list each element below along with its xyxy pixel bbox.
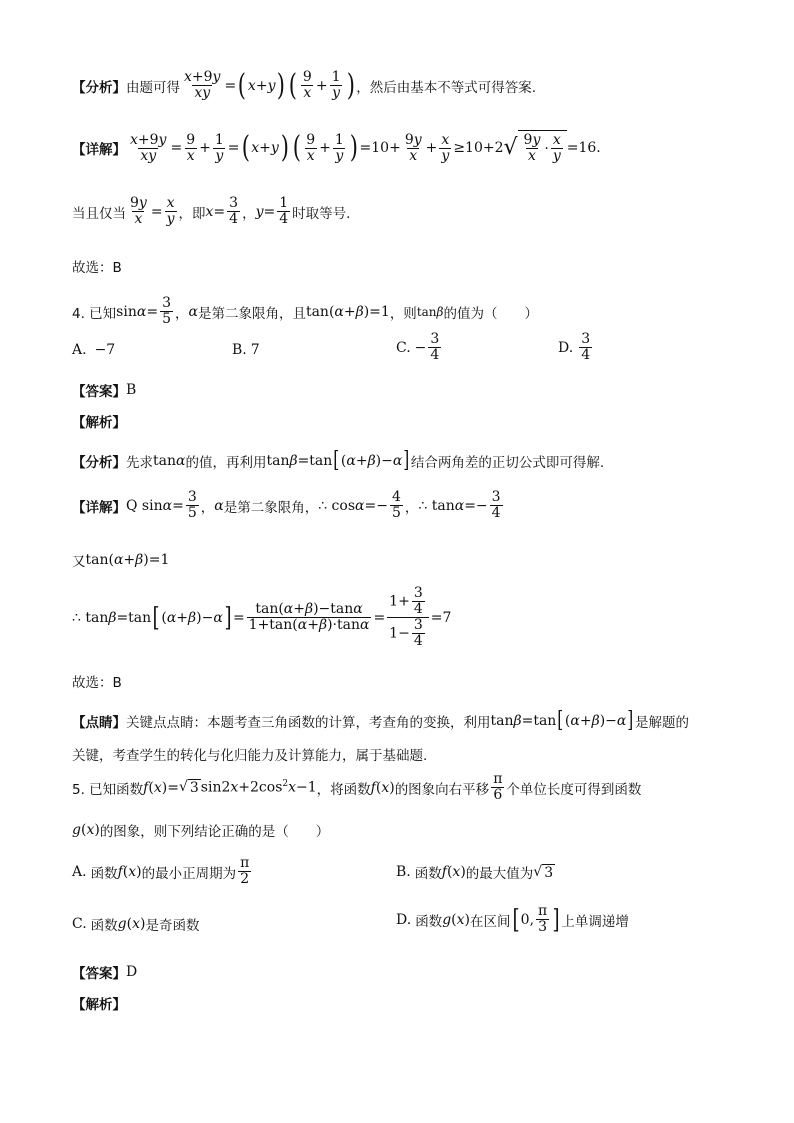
q4-option-a[interactable]: A. −7 xyxy=(72,342,116,358)
analysis-tail: ，然后由基本不等式可得答案. xyxy=(356,79,537,96)
q5-option-c[interactable]: C. 函数 g ( x ) 是奇函数 xyxy=(72,916,200,934)
sqrt-expression: √ $\frac{9y}{x}$ · $\frac{x}{y}$ xyxy=(504,130,567,166)
q4-point-line2: 关键，考查学生的转化与化归能力及计算能力，属于基础题. xyxy=(72,748,428,764)
q3-analysis-line: 【分析】 由题可得 $\frac{x+9y}{xy}$ = ( x + y ) ( $\frac{9}{x}$ + $\frac{1}{y}$ ) ，然后由基本不等式可得答案. xyxy=(72,67,537,103)
q4-stem: 4. 已知 sin α = $\frac{3}{5}$ ， α 是第二象限角，且 tan(α+β)=1 ，则 tanβ 的值为（ ） xyxy=(72,295,538,327)
q5-stem: 5. 已知函数 f (x)= √ 3 $\sin 2x+2\cos^2x-1$ ，将函数 f (x) 的图象向右平移 $\frac{\pi}{6}$ 个单位长度可得到函数 xyxy=(72,771,642,803)
q4-option-d[interactable]: D. $\frac{3}{4}$ xyxy=(558,331,591,363)
q4-choose: 故选：B xyxy=(72,675,122,691)
q4-point: 【点睛】 关键点点睛：本题考查三角函数的计算，考查角的变换，利用 tanβ=tan [ ( α + β )− α ] 是解题的 xyxy=(72,708,689,733)
q4-detail: 【详解】 Q sinα= $\frac{3}{5}$ ， α 是第二象限角， ∴ cosα=− $\frac{4}{5}$ ， ∴ tanα=− $\frac{3}{4}$ xyxy=(72,489,501,521)
detail-tag: 【详解】 xyxy=(72,142,126,158)
q5-explain-tag: 【解析】 xyxy=(72,997,126,1013)
q5-option-a[interactable]: A. 函数 f ( x ) 的最小正周期为 $\frac{\pi}{2}$ xyxy=(72,855,250,887)
q4-explain-tag: 【解析】 xyxy=(72,415,126,431)
q5-option-b[interactable]: B. 函数 f ( x ) 的最大值为 √ 3 xyxy=(396,863,554,882)
fraction-x9y-xy: $\frac{x+9y}{xy}$ xyxy=(184,69,221,101)
q4-again: 又 tan(α+β)=1 xyxy=(72,552,170,570)
q4-analysis: 【分析】 先求 tanα 的值，再利用 tanβ=tan [ ( α + β )− α ] 结合两角差的正切公式即可得解. xyxy=(72,448,605,473)
analysis-lead: 由题可得 xyxy=(126,79,180,96)
q4-answer: 【答案】 B xyxy=(72,382,137,400)
q3-detail-line: 【详解】 $\frac{x+9y}{xy}$ = $\frac{9}{x}$ + $\frac{1}{y}$ = ( x + y ) ( $\frac{9}{x}$ + $\frac{1}{y}$ ) =10+ $\frac{9y}{x}$ + $\frac{x}{y}$ ≥10+2 √ $\frac{9y}{x}$ · $\frac{x}{y}$ =16. xyxy=(72,130,601,165)
analysis-tag: 【分析】 xyxy=(72,79,126,96)
q4-option-c[interactable]: C. − $\frac{3}{4}$ xyxy=(396,331,440,363)
q4-option-b[interactable]: B. 7 xyxy=(232,342,260,358)
q3-choose: 故选：B xyxy=(72,260,122,276)
q3-equality-line: 当且仅当 $\frac{9y}{x}$ = $\frac{x}{y}$ ，即 x = $\frac{3}{4}$ ， y = $\frac{1}{4}$ 时取等号. xyxy=(72,195,351,227)
q5-stem-line2: g (x) 的图象，则下列结论正确的是（ ） xyxy=(72,822,330,840)
q4-formula: ∴ tanβ=tan [ ( α + β )− α ] = $\frac{\tan(\alpha+\beta)-\tan\alpha}{1+\tan(\alpha+\beta)\cdot\tan\alpha}$ = 1+ $\frac{3}{4}$ 1− $\frac{3}{4}$ =7 xyxy=(72,585,452,649)
q5-answer: 【答案】 D xyxy=(72,964,138,982)
q5-option-d[interactable]: D. 函数 g ( x ) 在区间 [ 0, $\frac{\pi}{3}$ ] 上单调递增 xyxy=(396,903,629,935)
